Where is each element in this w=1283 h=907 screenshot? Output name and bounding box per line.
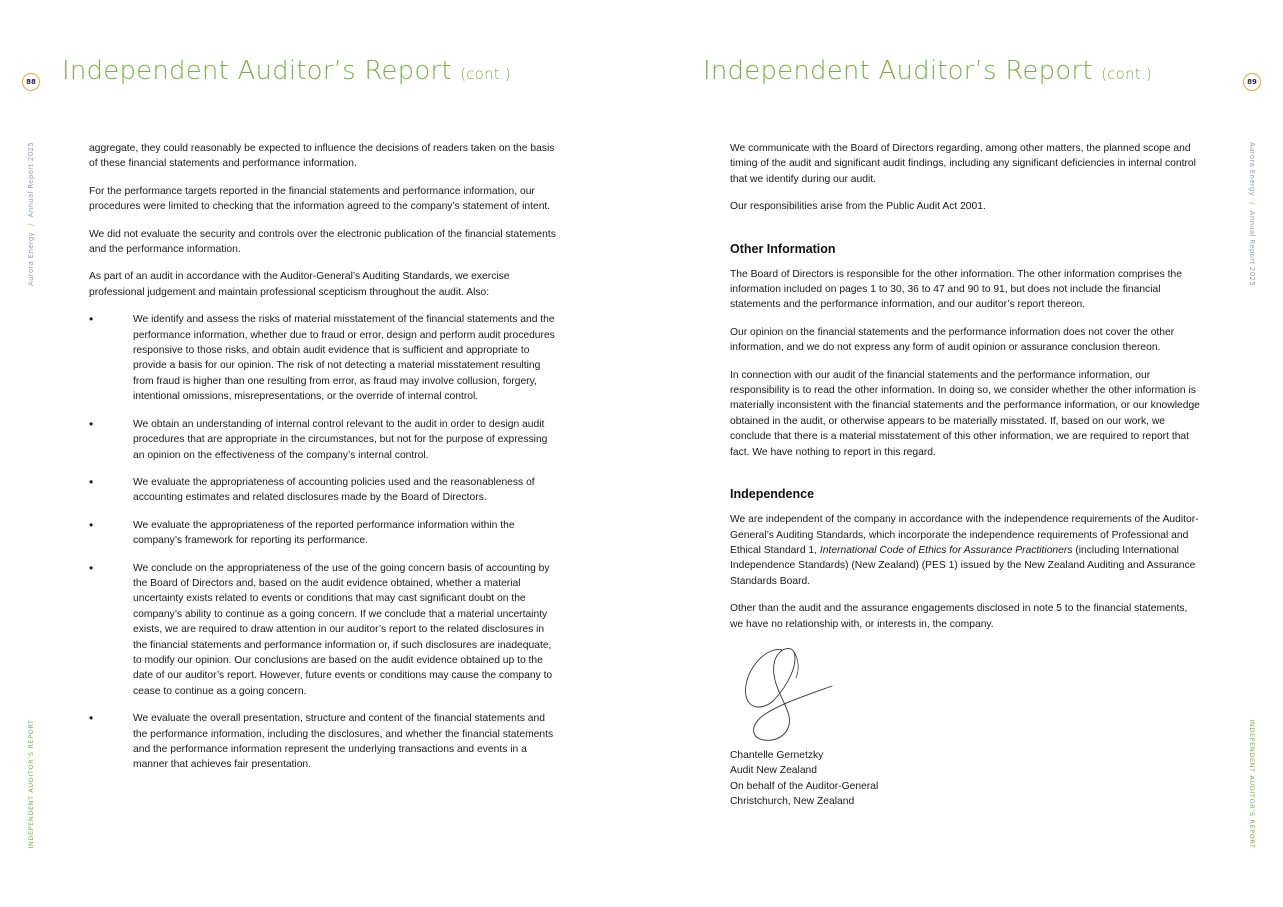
side-meta-left bbox=[27, 142, 35, 286]
signatory-behalf: On behalf of the Auditor-General bbox=[730, 780, 879, 792]
bullet-item: • We evaluate the appropriateness of the reported performance information within the company’s framework for reporting its performance. bbox=[89, 518, 559, 549]
paragraph: For the performance targets reported in the financial statements and performance information, our procedures were limited to checking that the information agreed to the company’s statement of intent. bbox=[89, 185, 551, 213]
bullet-item: • We evaluate the appropriateness of accounting policies used and the reasonableness of accounting estimates and related disclosures made by the Board of Directors. bbox=[89, 475, 559, 506]
page-title-text: Independent Auditor’s Report bbox=[703, 56, 1093, 86]
bullet-item: • We identify and assess the risks of material misstatement of the financial statements and the performance information, whether due to fraud or error, design and perform audit procedures responsive to those risks, and obtain audit evidence that is sufficient and appropriate to provide a basis for our opinion. The risk of not detecting a material misstatement resulting from fraud is higher than one resulting from error, as fraud may involve collusion, forgery, intentional omissions, misrepresentations, or the override of internal control. bbox=[89, 312, 559, 404]
signature-image bbox=[734, 644, 834, 744]
page-title-text: Independent Auditor’s Report bbox=[62, 56, 452, 86]
paragraph: Other than the audit and the assurance engagements disclosed in note 5 to the financial statements, we have no relationship with, or interests in, the company. bbox=[730, 603, 1188, 630]
page-title-left bbox=[62, 56, 511, 86]
independence-code-title: International Code of Ethics for Assurance Practitioners bbox=[819, 544, 1073, 556]
side-divider: / bbox=[27, 223, 35, 226]
page-title-cont: (cont.) bbox=[460, 65, 511, 83]
paragraph: The Board of Directors is responsible for the other information. The other information comprises the information included on pages 1 to 30, 36 to 47 and 90 to 91, but does not include the financial statements and the performance information, and our auditor’s report thereon. bbox=[730, 268, 1182, 311]
section-heading-other-information: Other Information bbox=[730, 241, 836, 256]
side-company: Aurora Energy bbox=[1248, 142, 1256, 197]
side-section-label-left: INDEPENDENT AUDITOR’S REPORT bbox=[27, 719, 35, 849]
body-text-left bbox=[89, 141, 559, 785]
bullet-item: • We conclude on the appropriateness of the use of the going concern basis of accounting by the Board of Directors and, based on the audit evidence obtained, whether a material uncertainty exists related to events or conditions that may cast significant doubt on the company’s ability to continue as a going concern. If we conclude that a material uncertainty exists, we are required to draw attention in our auditor’s report to the related disclosures in the financial statements and performance information or, if such disclosures are inadequate, to modify our opinion. Our conclusions are based on the audit evidence obtained up to the date of our auditor’s report. However, future events or conditions may cause the company to cease to continue as a going concern. bbox=[89, 561, 559, 700]
right-page bbox=[642, 0, 1283, 907]
bullet-item: • We obtain an understanding of internal control relevant to the audit in order to design audit procedures that are appropriate in the circumstances, but not for the purpose of expressing an opinion on the effectiveness of the company’s internal control. bbox=[89, 417, 559, 463]
signatory-name: Chantelle Gernetzky bbox=[730, 749, 824, 761]
bullet-item: • We evaluate the overall presentation, structure and content of the financial statements and the performance information, including the disclosures, and whether the financial statements and the performance information represent the underlying transactions and events in a manner that achieves fair presentation. bbox=[89, 711, 559, 773]
signatory-location: Christchurch, New Zealand bbox=[730, 796, 855, 808]
paragraph: We communicate with the Board of Directors regarding, among other matters, the planned scope and timing of the audit and significant audit findings, including any significant deficiencies in internal control that we identify during our audit. bbox=[730, 143, 1196, 185]
signatory-block bbox=[730, 748, 1200, 810]
signatory-organisation: Audit New Zealand bbox=[730, 765, 818, 777]
paragraph: We did not evaluate the security and controls over the electronic publication of the financial statements and the performance information. bbox=[89, 228, 556, 256]
side-report: Annual Report 2025 bbox=[1248, 210, 1256, 286]
section-heading-independence: Independence bbox=[730, 487, 815, 502]
page-title-cont: (cont.) bbox=[1101, 65, 1152, 83]
paragraph: Our opinion on the financial statements and the performance information does not cover the other information, and we do not express any form of audit opinion or assurance conclusion thereon. bbox=[730, 326, 1175, 354]
side-company: Aurora Energy bbox=[27, 231, 35, 286]
page-number-right: 89 bbox=[1243, 73, 1261, 91]
side-report: Annual Report 2025 bbox=[27, 142, 35, 218]
page-title-right bbox=[703, 56, 1152, 86]
side-meta-right bbox=[1248, 142, 1256, 286]
bullet-list bbox=[89, 312, 559, 773]
independence-text: (including International Independence Standards) (New Zealand) (PES 1) issued by the New Zealand Auditing and Assurance Standards Board. bbox=[730, 544, 1196, 587]
paragraph bbox=[730, 512, 1200, 589]
paragraph: As part of an audit in accordance with the Auditor-General’s Auditing Standards, we exercise professional judgement and maintain professional scepticism throughout the audit. Also: bbox=[89, 271, 510, 298]
side-section-label-right: INDEPENDENT AUDITOR’S REPORT bbox=[1248, 719, 1256, 849]
left-page bbox=[0, 0, 641, 907]
paragraph: Our responsibilities arise from the Public Audit Act 2001. bbox=[730, 201, 986, 213]
paragraph: In connection with our audit of the financial statements and the performance information, our responsibility is to read the other information. In doing so, we consider whether the other information is materially inconsistent with the financial statements and the performance information, or our knowledge obtained in the audit, or otherwise appears to be materially misstated. If, based on our work, we conclude that there is a material misstatement of this other information, we are required to report that fact. We have nothing to report in this regard. bbox=[730, 369, 1200, 458]
side-divider: / bbox=[1248, 202, 1256, 205]
paragraph: aggregate, they could reasonably be expected to influence the decisions of readers taken on the basis of these financial statements and performance information. bbox=[89, 143, 555, 170]
page-number-left: 88 bbox=[22, 73, 40, 91]
body-text-right bbox=[730, 141, 1200, 810]
independence-text: We are independent of the company in accordance with the independence requirements of the Auditor-General’s Auditing Standards, which incorporate the independence requirements of Professional and Ethical Standard 1, bbox=[730, 514, 1199, 556]
